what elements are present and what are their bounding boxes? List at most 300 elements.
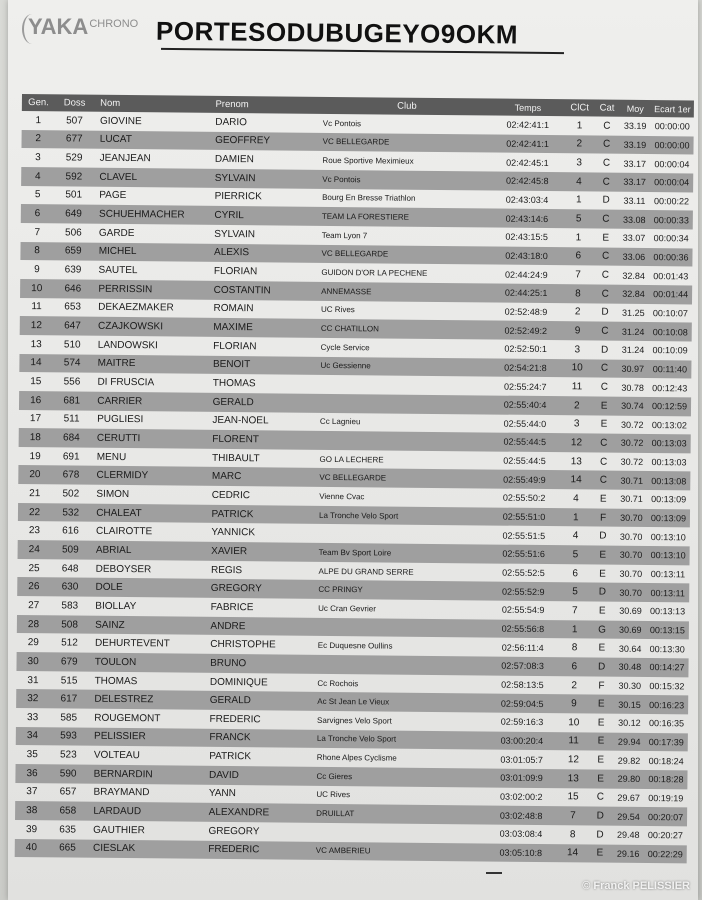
- cell-nom: THOMAS: [94, 675, 138, 687]
- cell-ecart: 00:10:08: [652, 326, 688, 337]
- cell-moy: 30.70: [619, 568, 643, 580]
- cell-doss: 532: [62, 507, 80, 519]
- cell-gen: 28: [27, 618, 40, 630]
- cell-ecart: 00:00:36: [653, 251, 689, 263]
- cell-temps: 02:57:08:3: [501, 660, 544, 672]
- cell-temps: 02:44:25:1: [504, 287, 548, 299]
- cell-clct: 2: [573, 399, 580, 412]
- cell-club: Bourg En Bresse Triathlon: [322, 193, 416, 204]
- cell-clct: 3: [573, 418, 580, 430]
- cell-ecart: 00:13:15: [649, 625, 685, 636]
- cell-moy: 29.82: [617, 755, 641, 766]
- cell-moy: 32.84: [622, 270, 646, 281]
- cell-gen: 7: [34, 226, 41, 238]
- cell-nom: BERNARDIN: [93, 768, 153, 781]
- cell-cat: E: [597, 717, 605, 729]
- cell-doss: 515: [60, 674, 78, 687]
- cell-prenom: REGIS: [210, 564, 243, 576]
- cell-club: Cc Gieres: [316, 771, 353, 781]
- cell-nom: PAGE: [99, 190, 127, 202]
- cell-gen: 32: [27, 693, 39, 705]
- cell-moy: 30.64: [618, 643, 642, 654]
- cell-gen: 14: [30, 357, 42, 369]
- cell-prenom: GEOFFREY: [215, 135, 271, 147]
- cell-moy: 30.71: [620, 494, 643, 505]
- cell-cat: C: [599, 474, 608, 486]
- cell-cat: D: [597, 661, 606, 673]
- cell-moy: 33.08: [622, 214, 646, 225]
- cell-gen: 34: [26, 730, 39, 742]
- cell-doss: 574: [63, 357, 81, 369]
- cell-doss: 659: [64, 245, 82, 258]
- cell-nom: DEKAEZMAKER: [98, 302, 174, 314]
- cell-prenom: FREDERIC: [208, 844, 260, 856]
- cell-clct: 12: [567, 754, 580, 766]
- cell-ecart: 00:13:11: [650, 569, 686, 580]
- cell-temps: 02:43:18:0: [505, 250, 548, 261]
- cell-cat: E: [598, 605, 606, 617]
- cell-club: VC BELLEGARDE: [321, 249, 389, 259]
- cell-nom: CERUTTI: [96, 432, 141, 445]
- cell-clct: 3: [574, 344, 581, 356]
- cell-doss: 649: [65, 208, 82, 220]
- cell-club: DRUILLAT: [316, 808, 355, 819]
- cell-clct: 5: [572, 549, 579, 561]
- cell-nom: JEANJEAN: [99, 152, 151, 165]
- cell-ecart: 00:00:22: [653, 196, 690, 207]
- cell-clct: 6: [572, 567, 579, 579]
- cell-nom: SIMON: [96, 488, 130, 501]
- cell-gen: 29: [27, 637, 39, 649]
- cell-clct: 1: [571, 623, 578, 635]
- cell-ecart: 00:19:19: [648, 792, 684, 804]
- cell-doss: 529: [65, 152, 83, 164]
- cell-ecart: 00:00:04: [654, 158, 690, 170]
- cell-nom: GIOVINE: [99, 115, 142, 127]
- cell-prenom: COSTANTIN: [213, 284, 271, 297]
- cell-clct: 12: [570, 437, 583, 449]
- cell-temps: 02:42:41:1: [506, 138, 549, 150]
- cell-clct: 14: [566, 847, 579, 859]
- cell-moy: 33.07: [622, 233, 646, 244]
- header-moy: Moy: [626, 103, 644, 114]
- cell-doss: 677: [65, 133, 83, 146]
- cell-prenom: ALEXIS: [213, 247, 250, 259]
- page-title: PORTESODUBUGEYO9OKM: [155, 15, 519, 50]
- cell-temps: 02:55:50:2: [502, 493, 546, 504]
- cell-club: Team Bv Sport Loire: [318, 547, 392, 558]
- cell-cat: E: [599, 568, 606, 580]
- cell-cat: D: [598, 586, 607, 598]
- cell-temps: 03:02:48:8: [499, 810, 543, 821]
- cell-prenom: ALEXANDRE: [208, 806, 270, 819]
- cell-temps: 02:55:44:5: [503, 455, 546, 467]
- cell-cat: E: [597, 773, 604, 785]
- cell-gen: 22: [28, 506, 41, 518]
- cell-gen: 37: [26, 786, 38, 798]
- cell-doss: 507: [66, 115, 83, 127]
- cell-ecart: 00:18:24: [648, 755, 684, 767]
- cell-clct: 2: [576, 138, 583, 150]
- cell-cat: G: [598, 624, 606, 636]
- cell-gen: 13: [30, 338, 42, 350]
- cell-clct: 4: [576, 176, 582, 188]
- cell-club: UC Rives: [320, 305, 355, 315]
- cell-clct: 1: [572, 511, 579, 523]
- cell-ecart: 00:13:03: [651, 438, 687, 449]
- cell-moy: 31.24: [621, 326, 645, 337]
- cell-ecart: 00:12:59: [651, 401, 688, 412]
- cell-doss: 653: [64, 301, 82, 313]
- cell-nom: LUCAT: [99, 134, 132, 146]
- cell-temps: 02:55:44:5: [503, 437, 547, 448]
- cell-doss: 635: [59, 824, 77, 836]
- cell-moy: 30.12: [618, 718, 641, 729]
- cell-moy: 33.19: [623, 121, 647, 132]
- cell-doss: 678: [62, 469, 80, 481]
- header-ecart: Ecart 1er: [654, 103, 691, 114]
- cell-ecart: 00:13:10: [650, 531, 686, 543]
- cell-club: GO LA LECHERE: [319, 454, 384, 465]
- cell-clct: 14: [570, 474, 582, 486]
- cell-temps: 02:52:49:2: [504, 325, 548, 336]
- cell-temps: 02:43:14:6: [505, 213, 549, 224]
- cell-ecart: 00:20:27: [647, 830, 684, 841]
- cell-clct: 3: [576, 157, 582, 169]
- cell-club: [313, 534, 487, 536]
- cell-temps: 02:55:40:4: [503, 399, 547, 411]
- cell-moy: 30.48: [618, 662, 642, 673]
- cell-nom: MENU: [96, 451, 127, 463]
- cell-nom: CHALEAT: [96, 507, 142, 519]
- cell-cat: D: [599, 530, 607, 542]
- cell-doss: 509: [61, 544, 79, 556]
- logo-yaka-text: YAKA: [28, 14, 89, 39]
- cell-cat: E: [599, 493, 607, 505]
- cell-moy: 33.19: [623, 139, 647, 150]
- cell-nom: SAINZ: [95, 619, 125, 631]
- cell-prenom: CYRIL: [214, 209, 244, 222]
- cell-doss: 657: [59, 786, 77, 799]
- cell-moy: 30.72: [620, 438, 644, 449]
- cell-ecart: 00:00:00: [654, 121, 690, 132]
- cell-club: UC Rives: [316, 790, 351, 800]
- cell-nom: SCHUEHMACHER: [99, 208, 185, 221]
- cell-clct: 7: [570, 810, 576, 822]
- cell-prenom: FLORENT: [212, 433, 259, 446]
- yaka-chrono-logo: [28, 14, 138, 40]
- cell-prenom: DAMIEN: [214, 153, 254, 166]
- cell-clct: 10: [571, 362, 583, 374]
- cell-cat: E: [597, 754, 605, 766]
- cell-ecart: 00:13:09: [651, 494, 687, 505]
- cell-cat: E: [600, 418, 608, 430]
- cell-cat: E: [598, 642, 606, 654]
- cell-temps: 02:42:45:1: [506, 157, 549, 168]
- cell-gen: 30: [27, 655, 39, 668]
- cell-prenom: MAXIME: [213, 321, 253, 334]
- cell-clct: 8: [575, 288, 581, 300]
- cell-ecart: 00:13:09: [650, 513, 687, 524]
- cell-temps: 02:55:44:0: [503, 418, 547, 429]
- cell-moy: 31.25: [622, 307, 645, 318]
- cell-club: [314, 440, 488, 442]
- cell-moy: 29.16: [616, 848, 640, 859]
- cell-club: TEAM LA FORESTIERE: [321, 211, 410, 222]
- cell-cat: C: [600, 381, 609, 393]
- cell-clct: 15: [567, 791, 579, 803]
- cell-prenom: PATRICK: [209, 750, 252, 763]
- cell-club: [312, 627, 486, 629]
- cell-temps: 02:56:11:4: [501, 642, 544, 653]
- cell-club: Ec Duquesne Oullins: [317, 641, 393, 651]
- logo-arc: [22, 14, 42, 44]
- cell-nom: MAITRE: [97, 358, 136, 370]
- cell-clct: 2: [574, 306, 581, 318]
- cell-clct: 8: [571, 642, 578, 654]
- cell-prenom: GERALD: [212, 396, 254, 408]
- cell-ecart: 00:10:07: [652, 307, 689, 319]
- cell-moy: 30.74: [621, 400, 644, 412]
- cell-gen: 16: [30, 394, 42, 406]
- cell-prenom: ANDRE: [210, 620, 246, 632]
- header-prenom: Prenom: [215, 98, 249, 111]
- cell-clct: 9: [571, 698, 577, 710]
- cell-prenom: JEAN-NOEL: [212, 415, 269, 427]
- cell-clct: 9: [574, 325, 581, 337]
- cell-clct: 6: [571, 661, 578, 673]
- cell-gen: 38: [26, 805, 38, 817]
- cell-ecart: 00:14:27: [649, 662, 685, 673]
- cell-gen: 9: [34, 264, 40, 276]
- cell-doss: 679: [60, 656, 78, 668]
- cell-temps: 02:58:13:5: [501, 679, 544, 691]
- cell-cat: C: [600, 437, 608, 449]
- cell-moy: 29.67: [617, 792, 641, 803]
- cell-cat: F: [598, 680, 605, 692]
- cell-clct: 5: [572, 586, 578, 598]
- cell-club: Vc Pontois: [322, 118, 362, 129]
- logo-chrono-text: CHRONO: [89, 18, 139, 30]
- cell-cat: F: [599, 512, 607, 524]
- cell-doss: 665: [59, 842, 76, 854]
- cell-gen: 40: [25, 842, 37, 854]
- cell-nom: BIOLLAY: [95, 600, 137, 613]
- cell-moy: 30.30: [618, 680, 642, 691]
- cell-prenom: DOMINIQUE: [209, 676, 268, 688]
- cell-gen: 5: [34, 189, 41, 201]
- cell-moy: 30.70: [619, 531, 643, 542]
- cell-cat: D: [596, 810, 604, 822]
- cell-doss: 502: [62, 488, 80, 500]
- cell-doss: 508: [61, 618, 79, 631]
- cell-temps: 03:01:09:9: [500, 772, 543, 784]
- cell-gen: 26: [28, 581, 40, 593]
- cell-cat: E: [600, 400, 608, 412]
- cell-nom: GARDE: [98, 227, 135, 239]
- cell-cat: C: [601, 288, 609, 300]
- cell-club: Cycle Service: [320, 342, 370, 353]
- cell-ecart: 00:13:08: [651, 475, 687, 487]
- cell-clct: 4: [573, 493, 579, 505]
- cell-temps: 02:55:51:6: [502, 549, 545, 560]
- cell-moy: 30.70: [619, 587, 642, 598]
- cell-prenom: BENOIT: [212, 359, 251, 371]
- cell-club: Rhone Alpes Cyclisme: [316, 753, 397, 763]
- cell-doss: 647: [64, 320, 81, 332]
- cell-moy: 33.17: [623, 158, 647, 169]
- cell-prenom: FLORIAN: [213, 265, 258, 278]
- cell-moy: 30.71: [620, 475, 644, 486]
- cell-prenom: FRANCK: [209, 732, 251, 744]
- cell-nom: DEHURTEVENT: [94, 637, 170, 650]
- cell-doss: 684: [63, 432, 80, 444]
- cell-clct: 5: [575, 213, 582, 225]
- cell-moy: 30.69: [618, 624, 642, 636]
- cell-nom: DELESTREZ: [94, 693, 154, 706]
- cell-cat: C: [601, 325, 609, 337]
- cell-ecart: 00:11:40: [652, 363, 688, 375]
- cell-temps: 03:05:10:8: [499, 847, 543, 858]
- cell-club: [314, 384, 488, 386]
- cell-doss: 617: [60, 693, 78, 705]
- cell-cat: C: [596, 792, 605, 804]
- cell-gen: 15: [30, 376, 42, 388]
- cell-moy: 30.72: [620, 419, 644, 430]
- cell-clct: 7: [572, 605, 578, 617]
- cell-cat: E: [602, 232, 610, 244]
- cell-nom: SAUTEL: [98, 264, 138, 277]
- cell-clct: 1: [575, 194, 582, 206]
- cell-nom: VOLTEAU: [93, 749, 140, 762]
- cell-prenom: MARC: [211, 471, 242, 483]
- cell-gen: 27: [28, 599, 40, 612]
- cell-club: [310, 832, 484, 834]
- cell-temps: 03:00:20:4: [500, 735, 544, 747]
- cell-doss: 510: [63, 339, 81, 351]
- cell-gen: 17: [29, 413, 42, 425]
- cell-nom: CIESLAK: [92, 843, 136, 855]
- cell-clct: 13: [567, 773, 579, 785]
- cell-doss: 592: [65, 171, 83, 183]
- cell-club: La Tronche Velo Sport: [316, 734, 397, 745]
- cell-club: CC CHATILLON: [320, 323, 379, 334]
- cell-ecart: 00:18:28: [648, 774, 684, 785]
- cell-prenom: DAVID: [208, 769, 239, 781]
- cell-ecart: 00:13:13: [650, 606, 686, 617]
- cell-cat: C: [602, 139, 611, 151]
- cell-temps: 03:02:00:2: [500, 791, 543, 802]
- cell-moy: 30.15: [618, 699, 641, 710]
- cell-club: Team Lyon 7: [321, 230, 368, 241]
- cell-temps: 03:01:05:7: [500, 754, 544, 765]
- cell-nom: DEBOYSER: [95, 563, 152, 575]
- cell-ecart: 00:20:07: [648, 811, 684, 822]
- cell-prenom: SYLVAIN: [214, 228, 256, 241]
- cell-club: GUIDON D'OR LA PECHENE: [321, 267, 428, 278]
- cell-doss: 681: [63, 395, 81, 407]
- cell-ecart: 00:00:34: [653, 233, 689, 244]
- cell-moy: 33.17: [623, 177, 646, 188]
- cell-moy: 30.69: [619, 606, 642, 617]
- cell-prenom: CEDRIC: [211, 489, 251, 502]
- cell-gen: 23: [28, 525, 41, 537]
- cell-cat: D: [596, 829, 604, 841]
- cell-prenom: GERALD: [209, 695, 251, 707]
- cell-club: Uc Gessienne: [320, 361, 371, 371]
- cell-gen: 11: [31, 301, 42, 313]
- cell-ecart: 00:10:09: [652, 345, 688, 356]
- cell-doss: 593: [60, 730, 77, 743]
- cell-doss: 691: [62, 451, 80, 463]
- cell-moy: 30.97: [621, 363, 645, 374]
- cell-club: La Tronche Velo Sport: [319, 510, 399, 521]
- cell-gen: 4: [34, 170, 41, 182]
- cell-nom: CLAVEL: [99, 171, 138, 183]
- cell-club: Uc Cran Gevrier: [318, 603, 376, 614]
- header-club: Club: [397, 100, 417, 112]
- cell-cat: E: [597, 736, 605, 748]
- cell-clct: 11: [571, 381, 583, 393]
- cell-doss: 590: [59, 768, 77, 780]
- footer-dash: [486, 872, 502, 874]
- cell-gen: 31: [27, 674, 39, 686]
- cell-nom: CZAJKOWSKI: [97, 320, 164, 333]
- cell-moy: 31.24: [621, 344, 645, 356]
- header-gen: Gen.: [28, 97, 49, 109]
- cell-ecart: 00:01:43: [653, 270, 689, 281]
- cell-clct: 13: [570, 455, 582, 468]
- cell-prenom: YANNICK: [211, 527, 256, 539]
- cell-temps: 02:55:52:5: [502, 567, 545, 579]
- cell-doss: 523: [59, 749, 77, 761]
- cell-cat: D: [601, 306, 609, 319]
- cell-clct: 6: [575, 250, 582, 262]
- cell-ecart: 00:17:39: [648, 737, 684, 748]
- table-body: [15, 111, 694, 864]
- cell-clct: 1: [575, 232, 582, 244]
- cell-gen: 24: [28, 544, 40, 556]
- cell-gen: 10: [31, 282, 43, 294]
- cell-nom: CARRIER: [97, 395, 143, 407]
- cell-doss: 616: [62, 525, 79, 537]
- cell-club: Cc Rochois: [317, 678, 359, 688]
- cell-temps: 02:42:41:1: [506, 119, 550, 131]
- cell-nom: LARDAUD: [93, 805, 142, 818]
- cell-nom: GAUTHIER: [93, 824, 145, 836]
- cell-temps: 02:42:45:8: [505, 175, 549, 187]
- cell-cat: C: [602, 213, 610, 225]
- cell-ecart: 00:13:02: [651, 419, 687, 431]
- cell-clct: 8: [569, 829, 576, 841]
- cell-club: [314, 403, 488, 405]
- cell-doss: 648: [61, 562, 79, 575]
- cell-nom: CLERMIDY: [96, 470, 149, 482]
- cell-moy: 30.78: [621, 382, 644, 393]
- cell-doss: 511: [63, 413, 80, 425]
- cell-clct: 1: [576, 120, 583, 132]
- cell-nom: PELISSIER: [94, 731, 146, 743]
- cell-nom: DOLE: [95, 581, 123, 594]
- cell-gen: 8: [34, 245, 40, 257]
- cell-clct: 2: [571, 679, 577, 691]
- cell-temps: 02:52:50:1: [504, 343, 547, 355]
- cell-prenom: PATRICK: [211, 508, 254, 520]
- cell-gen: 21: [29, 488, 41, 500]
- cell-gen: 35: [26, 749, 38, 761]
- cell-ecart: 00:01:44: [653, 289, 689, 300]
- cell-club: Ac St Jean Le Vieux: [317, 697, 390, 707]
